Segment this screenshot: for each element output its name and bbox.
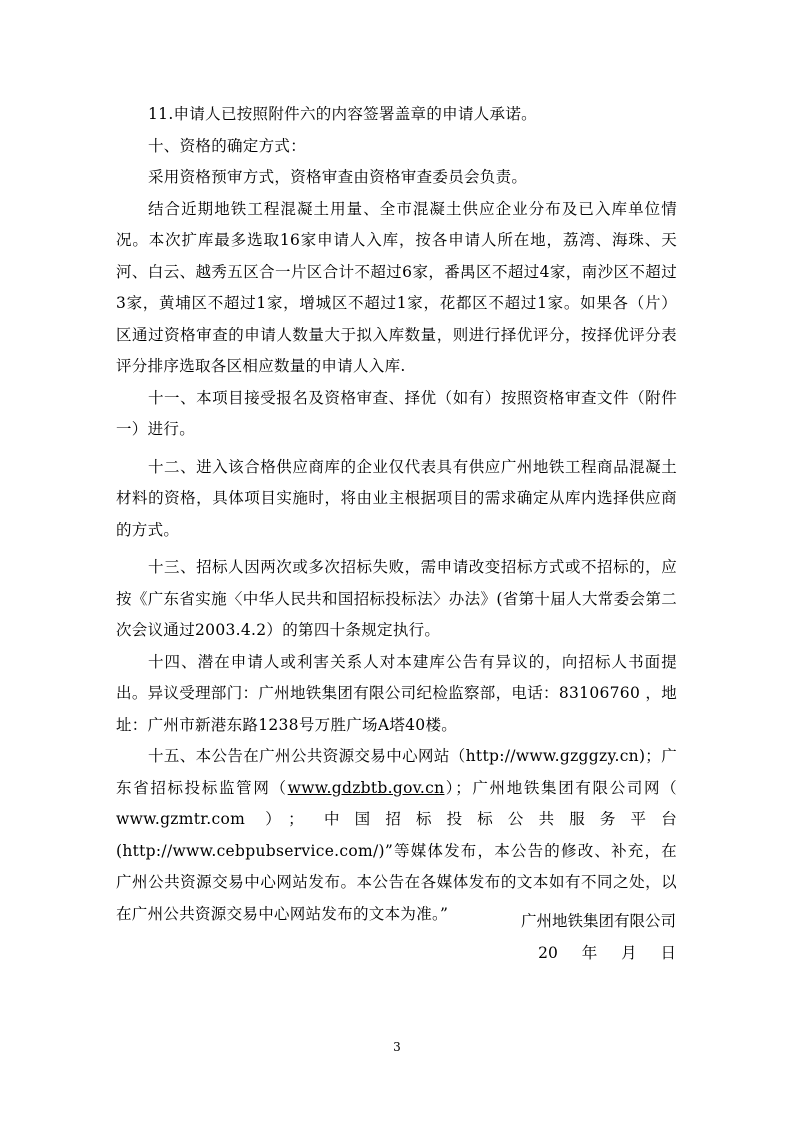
date-day-unit: 日 bbox=[660, 943, 676, 962]
paragraph-section-fifteen bbox=[116, 741, 677, 930]
paragraph-section-eleven: 十一、本项目接受报名及资格审查、择优（如有）按照资格审查文件（附件一）进行。 bbox=[116, 388, 677, 438]
paragraph-selection-quota: 结合近期地铁工程混凝土用量、全市混凝土供应企业分布及已入库单位情况。本次扩库最多选取16家申请人入库，按各申请人所在地，荔湾、海珠、天河、白云、越秀五区合一片区合计不超过6家，番禺区不超过4家，南沙区不超过3家，黄埔区不超过1家，增城区不超过1家，花都区不超过1家。如果各（片）区通过资格审查的申请人数量大于拟入库数量，则进行择优评分，按择优评分表评分排序选取各区相应数量的申请人入库. bbox=[116, 199, 677, 375]
date-year-unit: 年 bbox=[581, 943, 598, 962]
gdzbtb-link[interactable]: www.gdzbtb.gov.cn bbox=[287, 778, 445, 797]
issuer-company: 广州地铁集团有限公司 bbox=[520, 912, 676, 930]
date-year: 20 bbox=[538, 943, 558, 962]
document-body bbox=[116, 99, 677, 930]
heading-qualification-method: 十、资格的确定方式： bbox=[148, 136, 307, 155]
date-month-unit: 月 bbox=[621, 943, 637, 962]
page-number: 3 bbox=[393, 1040, 401, 1054]
paragraph-applicant-commitment: 11.申请人已按照附件六的内容签署盖章的申请人承诺。 bbox=[148, 105, 537, 123]
issue-date bbox=[521, 938, 676, 970]
paragraph-section-fourteen: 十四、潜在申请人或利害关系人对本建库公告有异议的，向招标人书面提出。异议受理部门：广州地铁集团有限公司纪检监察部，电话：83106760 ，地址：广州市新港东路1238号万胜广场A塔40楼。 bbox=[116, 652, 677, 734]
paragraph-prequalification: 采用资格预审方式，资格审查由资格审查委员会负责。 bbox=[148, 168, 528, 186]
paragraph-section-thirteen: 十三、招标人因两次或多次招标失败，需申请改变招标方式或不招标的，应按《广东省实施〈中华人民共和国招标投标法〉办法》(省第十届人大常委会第二次会议通过2003.4.2）的第四十条规定执行。 bbox=[116, 558, 677, 639]
section-fifteen-text-end: ）；广州地铁集团有限公司网（ www.gzmtr.com ）； 中国招标投标公共服务平台(http://www.cebpubservice.com/)”等媒体发布，本公告的修改、补充，在广州公共资源交易中心网站发布。本公告在各媒体发布的文本如有不同之处，以在广州公共资源交易中心网站发布的文本为准。” bbox=[116, 778, 677, 923]
paragraph-section-twelve: 十二、进入该合格供应商库的企业仅代表具有供应广州地铁工程商品混凝土材料的资格，具体项目实施时，将由业主根据项目的需求确定从库内选择供应商的方式。 bbox=[116, 457, 677, 539]
signature-block bbox=[521, 906, 676, 969]
section-fifteen-text-start: 十五、本公告在广州公共资源交易中心网站（http://www.gzggzy.cn)；广东省招标投标监管网（ bbox=[116, 747, 677, 797]
